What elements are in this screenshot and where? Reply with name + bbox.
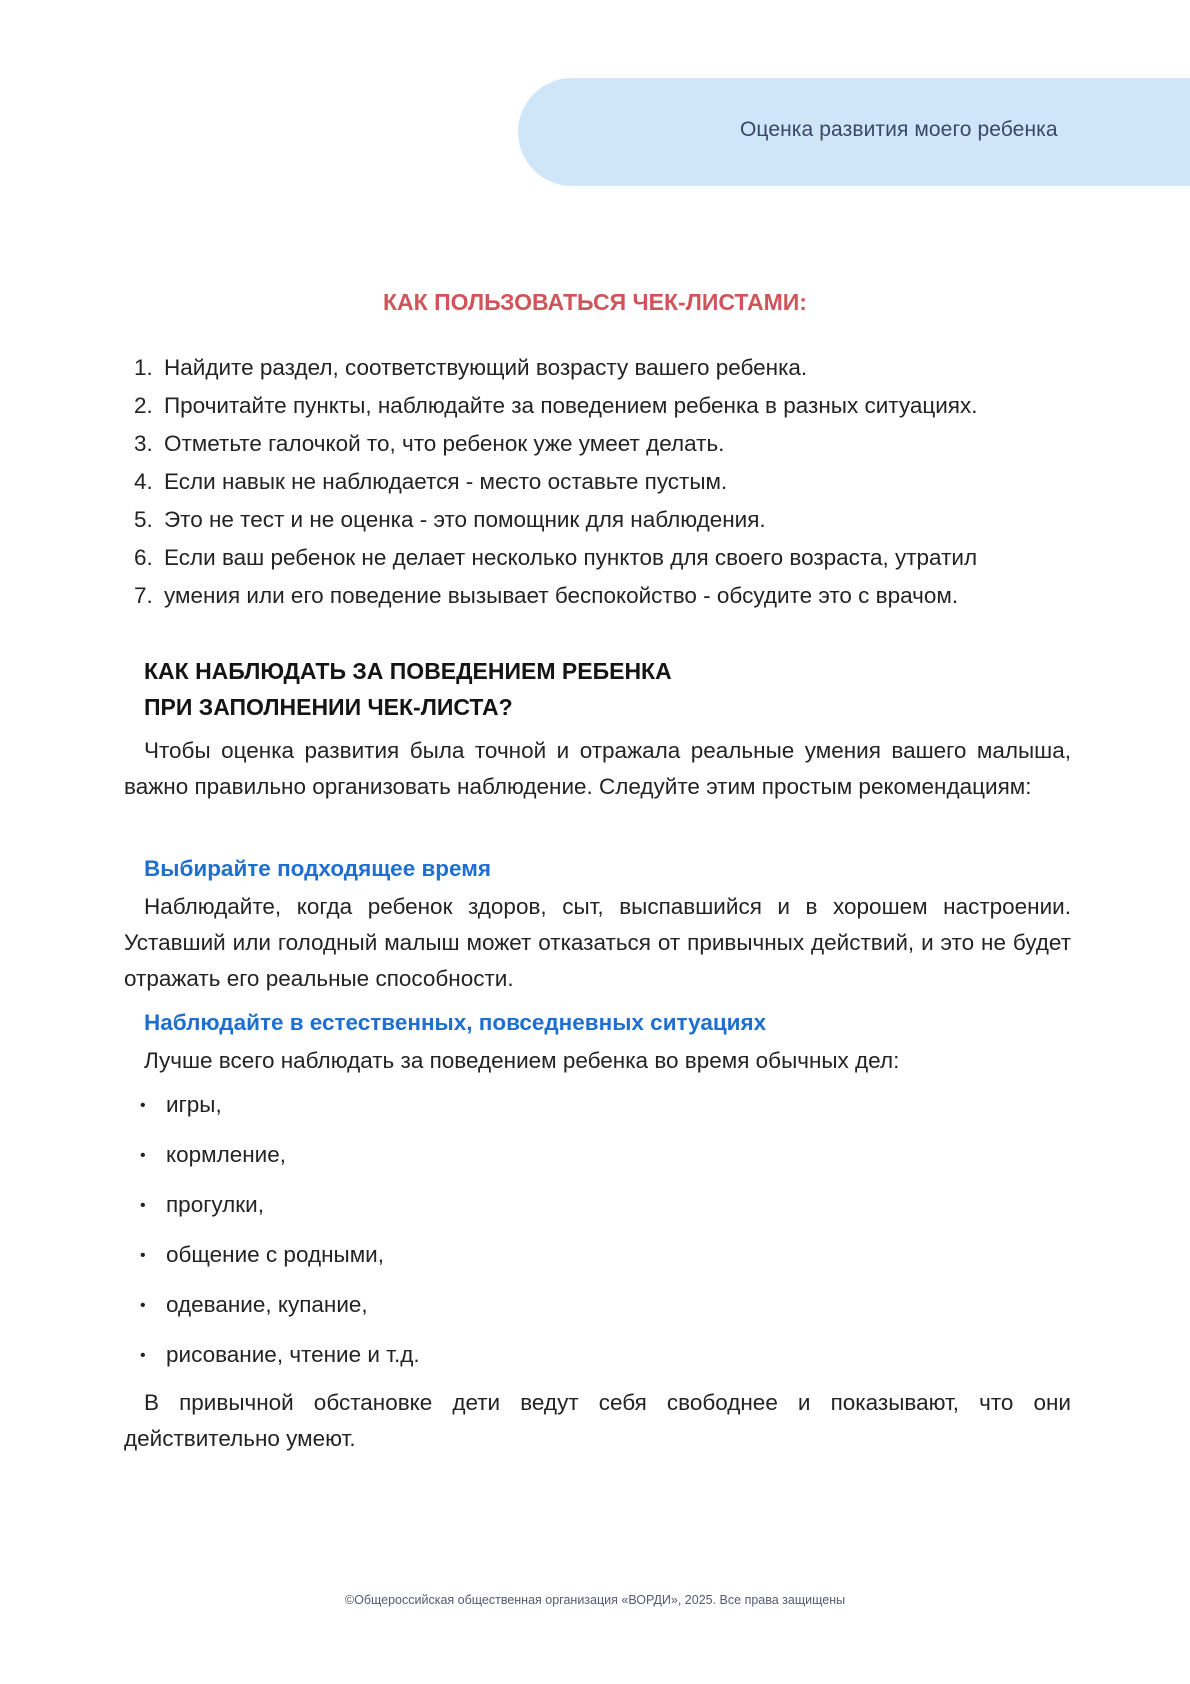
- closing-paragraph: В привычной обстановке дети ведут себя свободнее и показывают, что они действительно умеют.: [124, 1390, 1071, 1451]
- subheading-choose-time: Выбирайте подходящее время: [144, 856, 492, 881]
- list-item: • одевание, купание,: [140, 1287, 420, 1337]
- bullet-icon: •: [140, 1197, 146, 1214]
- bullet-icon: •: [140, 1297, 146, 1314]
- bullet-icon: •: [140, 1147, 146, 1164]
- list-item: 3. Отметьте галочкой то, что ребенок уже умеет делать.: [134, 431, 725, 456]
- instructions-list: [134, 349, 977, 615]
- document-title: Оценка развития моего ребенка: [740, 118, 1058, 141]
- bullet-icon: •: [140, 1097, 146, 1114]
- natural-situations-paragraph: Лучше всего наблюдать за поведением ребенка во время обычных дел:: [144, 1048, 900, 1073]
- list-item: 6. Если ваш ребенок не делает несколько пунктов для своего возраста, утратил: [134, 545, 978, 570]
- intro-paragraph: Чтобы оценка развития была точной и отражала реальные умения вашего малыша, важно правильно организовать наблюдение. Следуйте этим простым рекомендациям:: [124, 738, 1071, 799]
- section-heading-how-to-observe: КАК НАБЛЮДАТЬ ЗА ПОВЕДЕНИЕМ РЕБЕНКА ПРИ ЗАПОЛНЕНИИ ЧЕК-ЛИСТА?: [144, 658, 672, 720]
- copyright-footer: ©Общероссийская общественная организация «ВОРДИ», 2025. Все права защищены: [344, 1593, 846, 1607]
- list-item: 4. Если навык не наблюдается - место оставьте пустым.: [134, 469, 728, 494]
- list-item: • кормление,: [140, 1137, 420, 1187]
- list-item: • игры,: [140, 1087, 420, 1137]
- choose-time-paragraph: Наблюдайте, когда ребенок здоров, сыт, выспавшийся и в хорошем настроении. Уставший или голодный малыш может отказаться от привычных действий, и это не будет отражать его реальные способности.: [124, 894, 1071, 991]
- list-item: • рисование, чтение и т.д.: [140, 1337, 420, 1387]
- list-item: 1. Найдите раздел, соответствующий возрасту вашего ребенка.: [134, 355, 808, 380]
- bullet-icon: •: [140, 1347, 146, 1364]
- activities-list: [140, 1087, 420, 1387]
- section-heading-how-to-use: КАК ПОЛЬЗОВАТЬСЯ ЧЕК-ЛИСТАМИ:: [383, 289, 807, 315]
- subheading-natural-situations: Наблюдайте в естественных, повседневных ситуациях: [144, 1010, 767, 1035]
- list-item: • прогулки,: [140, 1187, 420, 1237]
- list-item: 2. Прочитайте пункты, наблюдайте за поведением ребенка в разных ситуациях.: [134, 393, 978, 418]
- list-item: • общение с родными,: [140, 1237, 420, 1287]
- bullet-icon: •: [140, 1247, 146, 1264]
- list-item: 5. Это не тест и не оценка - это помощник для наблюдения.: [134, 507, 766, 532]
- list-item: 7. умения или его поведение вызывает беспокойство - обсудите это с врачом.: [134, 583, 959, 608]
